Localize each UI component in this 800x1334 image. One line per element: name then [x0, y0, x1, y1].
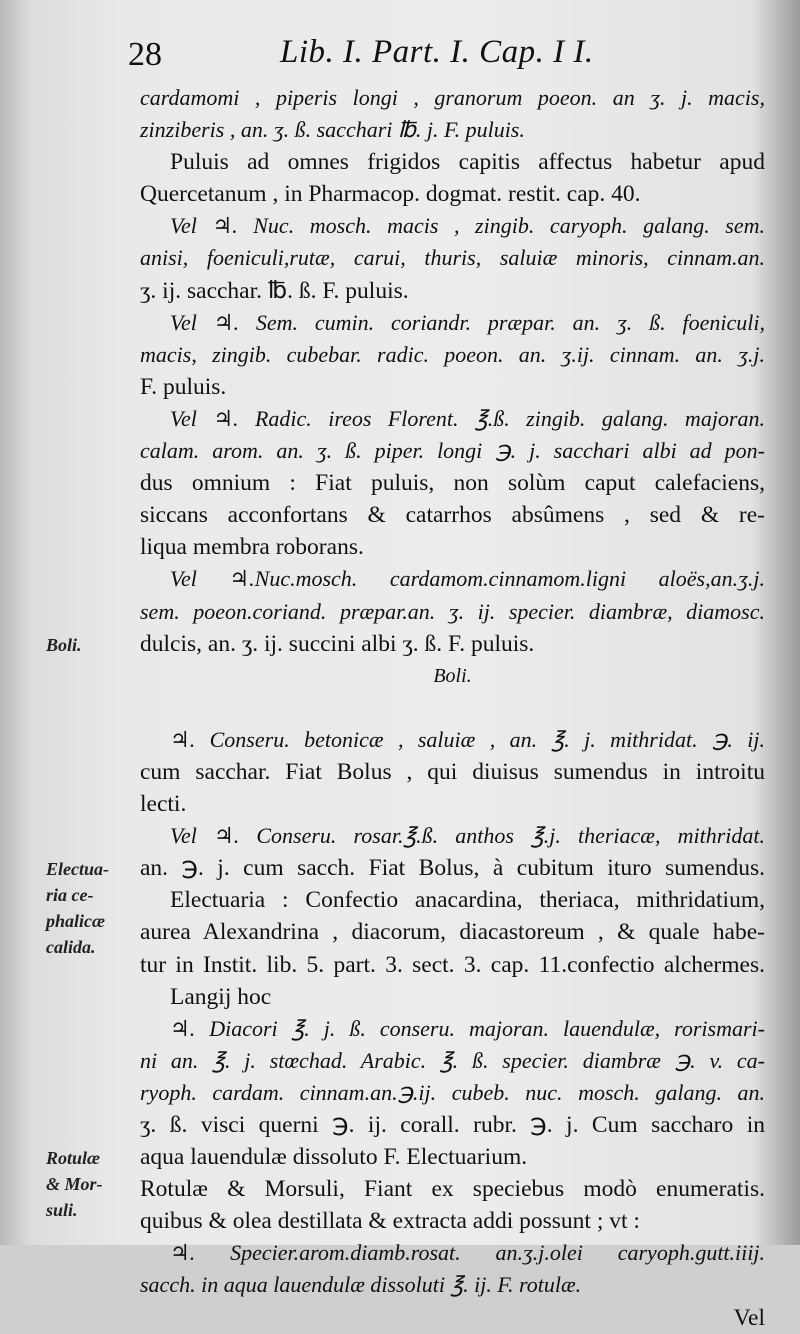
text-line: aqua lauendulæ dissoluto F. Electuarium.	[140, 1144, 528, 1171]
text-line: dulcis, an. ʒ. ij. succini albi ʒ. ß. F. puluis.	[140, 630, 535, 657]
margin-note-line: Electua-	[46, 859, 109, 880]
text-line: F. puluis.	[140, 373, 227, 400]
margin-note-line: Boli.	[46, 634, 82, 655]
text-line: siccans acconfortans & catarrhos absûmens , sed & re-	[140, 502, 765, 529]
text-line	[140, 692, 765, 724]
text-line: Vel ♃. Nuc. mosch. macis , zingib. caryoph. galang. sem.	[170, 213, 765, 239]
text-line: ♃. Diacori ℥. j. ß. conseru. majoran. lauendulæ, rorismari-	[170, 1015, 765, 1041]
text-line: Rotulæ & Morsuli, Fiant ex speciebus modò enumeratis.	[140, 1176, 765, 1203]
text-line: Puluis ad omnes frigidos capitis affectus habetur apud	[170, 149, 765, 176]
text-line: liqua membra roborans.	[140, 534, 364, 561]
margin-note-line: & Mor-	[46, 1174, 103, 1195]
text-block	[140, 82, 765, 1334]
text-line: Vel ♃.Nuc.mosch. cardamom.cinnamom.ligni aloës,an.ʒ.j.	[170, 566, 765, 592]
text-line: aurea Alexandrina , diacorum, diacastoreum , & quale habe-	[140, 919, 765, 946]
margin-note	[46, 856, 109, 960]
page-number: 28	[128, 36, 162, 73]
text-line: Langij hoc	[170, 983, 272, 1010]
text-line: zinziberis , an. ʒ. ß. sacchari ℔. j. F. puluis.	[140, 117, 525, 143]
text-line: ♃. Specier.arom.diamb.rosat. an.ʒ.j.olei caryoph.gutt.iiij.	[170, 1240, 765, 1266]
text-line: quibus & olea destillata & extracta addi possunt ; vt :	[140, 1208, 640, 1235]
text-line: Vel ♃. Radic. ireos Florent. ℥.ß. zingib. galang. majoran.	[170, 405, 765, 431]
text-line: sacch. in aqua lauendulæ dissoluti ℥. ij. F. rotulæ.	[140, 1272, 582, 1298]
margin-note-line: suli.	[46, 1200, 78, 1221]
text-line: dus omnium : Fiat puluis, non solùm caput calefaciens,	[140, 470, 765, 497]
text-line: tur in Instit. lib. 5. part. 3. sect. 3. cap. 11.confectio alchermes.	[140, 951, 765, 978]
margin-note-line: Rotulæ	[46, 1148, 101, 1169]
text-line: Quercetanum , in Pharmacop. dogmat. restit. cap. 40.	[140, 181, 641, 208]
text-line: Vel ♃. Conseru. rosar.℥.ß. anthos ℥.j. theriacæ, mithridat.	[170, 823, 765, 849]
text-line: Vel ♃. Sem. cumin. coriandr. præpar. an. ʒ. ß. foeniculi,	[170, 309, 765, 335]
text-line: macis, zingib. cubebar. radic. poeon. an. ʒ.ij. cinnam. an. ʒ.j.	[140, 341, 765, 367]
running-title: Lib. I. Part. I. Cap. I I.	[280, 34, 594, 70]
text-line: ʒ. ß. visci querni ℈. ij. corall. rubr. ℈. j. Cum saccharo in	[140, 1112, 765, 1138]
text-line: an. ℈. j. cum sacch. Fiat Bolus, à cubitum ituro sumendus.	[140, 855, 765, 882]
text-line: sem. poeon.coriand. præpar.an. ʒ. ij. specier. diambræ, diamosc.	[140, 598, 765, 624]
margin-note	[46, 632, 82, 658]
margin-note-line: phalicæ	[46, 911, 106, 932]
text-line: cum sacchar. Fiat Bolus , qui diuisus sumendus in introitu	[140, 758, 765, 785]
margin-note-line: ria ce-	[46, 885, 94, 906]
text-line: Boli.	[433, 664, 472, 687]
text-line: lecti.	[140, 791, 187, 818]
text-line: cardamomi , piperis longi , granorum poeon. an ʒ. j. macis,	[140, 85, 765, 110]
text-line: ♃. Conseru. betonicæ , saluiæ , an. ℥. j. mithridat. ℈. ij.	[170, 726, 765, 752]
text-line: Vel	[733, 1304, 765, 1331]
text-line: ni an. ℥. j. stœchad. Arabic. ℥. ß. specier. diambræ ℈. v. ca-	[140, 1047, 765, 1073]
margin-note	[46, 1145, 103, 1223]
text-line: Electuaria : Confectio anacardina, theriaca, mithridatium,	[170, 887, 765, 914]
text-line: anisi, foeniculi,rutæ, carui, thuris, saluiæ minoris, cinnam.an.	[140, 245, 765, 271]
text-line: ryoph. cardam. cinnam.an.℈.ij. cubeb. nuc. mosch. galang. an.	[140, 1079, 765, 1105]
text-line: calam. arom. an. ʒ. ß. piper. longi ℈. j. sacchari albi ad pon-	[140, 438, 765, 464]
text-line: ʒ. ij. sacchar. ℔. ß. F. puluis.	[140, 277, 409, 304]
page-header	[128, 34, 748, 80]
margin-note-line: calida.	[46, 937, 96, 958]
